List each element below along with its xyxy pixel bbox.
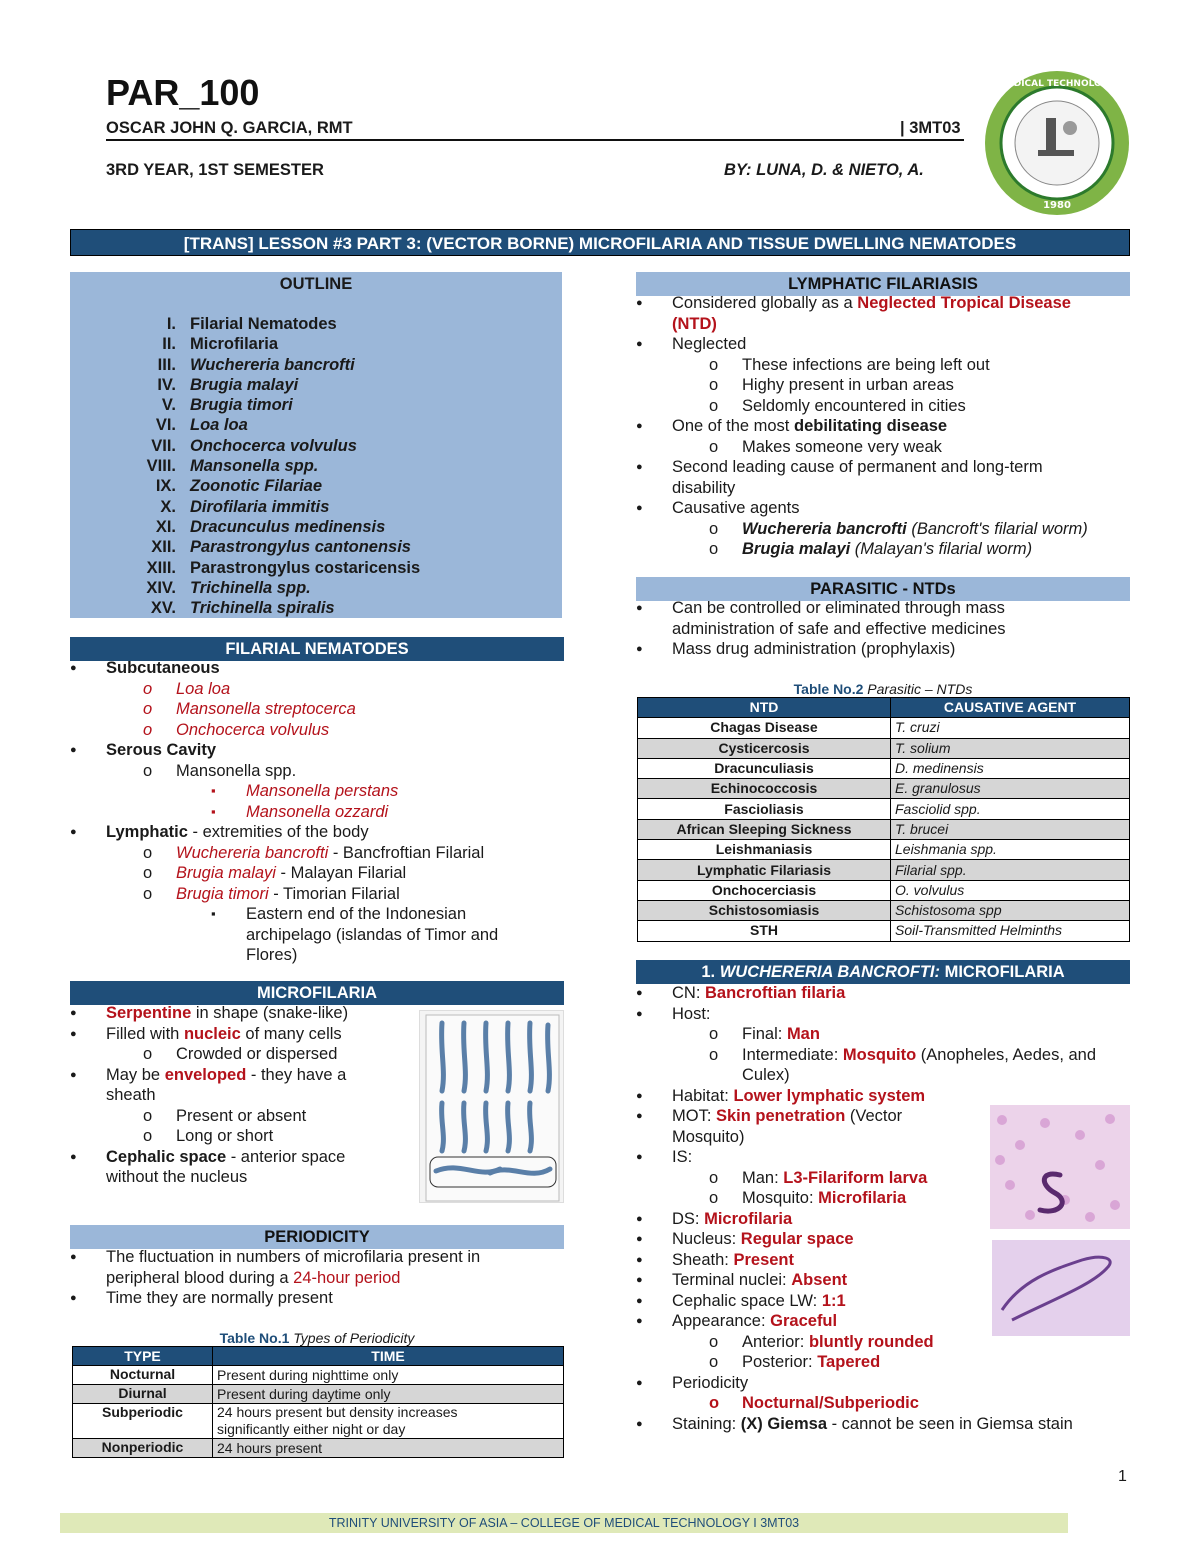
term: Brugia malayi	[742, 540, 851, 558]
table-cell: Diurnal	[73, 1385, 213, 1404]
list-item: ● Host:	[636, 1004, 1130, 1025]
outline-item	[70, 375, 562, 395]
list-item: o Crowded or dispersed	[70, 1044, 400, 1065]
desc: (Vector	[845, 1107, 903, 1125]
table-cell: T. solium	[891, 738, 1130, 758]
desc: Considered globally as a	[672, 294, 858, 312]
table-row	[638, 860, 1130, 880]
list-item: o Mansonella streptocerca	[70, 699, 564, 720]
list-item: o Highy present in urban areas	[636, 375, 1130, 396]
desc: MOT:	[672, 1107, 716, 1125]
term: debilitating disease	[793, 417, 948, 435]
table-cell: Leishmania spp.	[891, 840, 1130, 860]
microfilaria-list	[70, 1003, 400, 1188]
desc: - Malayan Filarial	[275, 864, 407, 882]
table-cell: Chagas Disease	[638, 718, 891, 738]
table-cell: Schistosomiasis	[638, 900, 891, 920]
desc: Mosquito)	[672, 1127, 745, 1146]
desc: Second leading cause of permanent and long-term	[672, 458, 1043, 476]
outline-number: XII.	[151, 538, 176, 557]
list-item	[636, 416, 1130, 437]
table-row	[638, 921, 1130, 941]
desc: Nucleus:	[672, 1230, 741, 1248]
desc: - they have a	[246, 1065, 347, 1084]
outline-number: XV.	[150, 599, 176, 618]
list-item	[70, 1147, 400, 1188]
outline-number: I.	[166, 315, 176, 333]
term: Lower lymphatic system	[733, 1086, 926, 1105]
table-row	[638, 819, 1130, 839]
term: Brugia malayi	[176, 864, 276, 882]
desc: disability	[672, 478, 736, 497]
table-row	[73, 1404, 564, 1439]
note-line: archipelago (islandas of Timor and	[246, 925, 499, 944]
desc: Staining:	[672, 1414, 741, 1433]
outline-item	[70, 517, 562, 537]
table-cell: African Sleeping Sickness	[638, 819, 891, 839]
table-row	[73, 1366, 564, 1385]
outline-text: Microfilaria	[190, 335, 279, 354]
desc: Anterior:	[742, 1332, 809, 1351]
desc: Mosquito:	[742, 1189, 819, 1207]
outline-text: Mansonella spp.	[190, 457, 319, 476]
list-item: o Mansonella spp.	[70, 761, 564, 782]
table-cell: Fascioliasis	[638, 799, 891, 819]
list-item: o Present or absent	[70, 1106, 400, 1127]
outline-list	[70, 314, 562, 618]
table-cell: Schistosoma spp	[891, 900, 1130, 920]
header-part: WUCHERERIA BANCROFTI:	[719, 963, 940, 981]
outline-number: XIV.	[146, 578, 176, 597]
column-header: CAUSATIVE AGENT	[891, 698, 1130, 718]
desc: Final:	[742, 1025, 787, 1043]
outline-text: Parastrongylus costaricensis	[190, 558, 421, 577]
course-title: PAR_100	[106, 72, 260, 113]
list-item	[70, 1024, 400, 1045]
list-item	[70, 843, 564, 864]
desc: Terminal nuclei:	[672, 1271, 792, 1289]
outline-item	[70, 578, 562, 598]
term: Microfilaria	[704, 1209, 793, 1228]
outline-number: VII.	[151, 436, 176, 455]
list-item	[636, 293, 1130, 334]
outline-item	[70, 436, 562, 456]
microfilaria-section-header: MICROFILARIA	[70, 981, 564, 1005]
table-cell: Leishmaniasis	[638, 840, 891, 860]
desc: without the nucleus	[106, 1168, 248, 1186]
table-row	[638, 880, 1130, 900]
svg-text:MEDICAL TECHNOLOGY: MEDICAL TECHNOLOGY	[998, 79, 1116, 89]
table-caption-text: Parasitic – NTDs	[863, 681, 973, 697]
table-cell: Nonperiodic	[73, 1439, 213, 1458]
cell-line: 24 hours present but density increases	[217, 1404, 458, 1420]
filarial-section-header: FILARIAL NEMATODES	[70, 637, 564, 661]
section-code: | 3MT03	[900, 119, 961, 137]
term: Skin penetration	[716, 1107, 846, 1125]
desc: Filled with	[106, 1024, 184, 1043]
desc: May be	[106, 1065, 165, 1084]
term: Man	[786, 1025, 820, 1043]
list-item: o Loa loa	[70, 679, 564, 700]
ntd-table	[637, 697, 1130, 942]
term: Graceful	[770, 1312, 838, 1330]
college-seal-logo	[984, 70, 1130, 216]
outline-item	[70, 314, 562, 334]
table-caption-text: Types of Periodicity	[289, 1330, 415, 1346]
list-item: ● Periodicity	[636, 1373, 1130, 1394]
desc: Habitat:	[672, 1086, 734, 1105]
table-cell: Onchocerciasis	[638, 880, 891, 900]
outline-item	[70, 598, 562, 618]
desc: (Bancroft's filarial worm)	[906, 519, 1088, 538]
desc: CN:	[672, 984, 705, 1002]
lymphatic-filariasis-header: LYMPHATIC FILARIASIS	[636, 272, 1130, 296]
table-row	[638, 900, 1130, 920]
outline-item	[70, 395, 562, 415]
column-header: TIME	[213, 1347, 564, 1366]
term: nucleic	[183, 1024, 241, 1043]
outline-text: Brugia timori	[190, 396, 293, 415]
list-item	[70, 1003, 400, 1024]
list-item	[70, 1247, 564, 1288]
table-row	[73, 1439, 564, 1458]
table-cell: Cysticercosis	[638, 738, 891, 758]
note-line: Flores)	[246, 946, 298, 964]
outline-text: Filarial Nematodes	[190, 315, 337, 333]
desc: (Anopheles, Aedes, and	[916, 1045, 1097, 1064]
outline-text: Parastrongylus cantonensis	[190, 538, 411, 557]
list-item	[636, 1352, 1130, 1373]
table-label: Table No.2	[793, 681, 864, 697]
cell-line: significantly either night or day	[217, 1421, 406, 1437]
outline-number: V.	[161, 396, 176, 415]
table-row	[638, 738, 1130, 758]
outline-text: Dirofilaria immitis	[190, 497, 330, 516]
parasitic-ntds-header: PARASITIC - NTDs	[636, 577, 1130, 601]
desc: - extremities of the body	[187, 823, 369, 841]
table-row	[638, 799, 1130, 819]
outline-number: X.	[160, 497, 176, 516]
outline-title: OUTLINE	[279, 275, 353, 293]
table-cell: Soil-Transmitted Helminths	[891, 921, 1130, 941]
list-item: o Onchocerca volvulus	[70, 720, 564, 741]
authors: BY: LUNA, D. & NIETO, A.	[724, 161, 924, 179]
table-cell: Subperiodic	[73, 1404, 213, 1439]
table-cell: T. brucei	[891, 819, 1130, 839]
term: bluntly rounded	[808, 1332, 934, 1351]
desc: Culex)	[742, 1066, 790, 1084]
header-part: MICROFILARIA	[940, 963, 1065, 981]
list-item	[636, 1024, 1130, 1045]
svg-text:1980: 1980	[1043, 200, 1071, 211]
outline-item	[70, 558, 562, 578]
table-row	[638, 718, 1130, 738]
outline-item	[70, 456, 562, 476]
outline-text: Onchocerca volvulus	[190, 436, 357, 455]
outline-item	[70, 415, 562, 435]
list-item: ● Serous Cavity	[70, 740, 564, 761]
desc: - cannot be seen in Giemsa stain	[827, 1414, 1073, 1433]
desc: Intermediate:	[742, 1045, 843, 1064]
desc: - anterior space	[226, 1147, 346, 1166]
table-row	[638, 758, 1130, 778]
list-item	[70, 1065, 400, 1106]
note-line: Eastern end of the Indonesian	[246, 905, 467, 923]
desc: One of the most	[672, 417, 794, 435]
outline-text: Wuchereria bancrofti	[190, 355, 355, 374]
desc: administration of safe and effective medicines	[672, 619, 1006, 638]
outline-number: IV.	[157, 375, 176, 394]
desc: Posterior:	[742, 1353, 818, 1371]
term: Brugia timori	[176, 884, 269, 903]
outline-item	[70, 537, 562, 557]
table-row	[638, 840, 1130, 860]
periodicity-list	[70, 1247, 564, 1309]
list-item	[70, 884, 564, 905]
table-cell: O. volvulus	[891, 880, 1130, 900]
term: Tapered	[817, 1353, 881, 1371]
outline-text: Zoonotic Filariae	[190, 477, 323, 496]
table-cell: Nocturnal	[73, 1366, 213, 1385]
table-label: Table No.1	[219, 1330, 290, 1346]
lymphatic-filariasis-list	[636, 293, 1130, 560]
term: Regular space	[740, 1230, 854, 1248]
list-item	[636, 519, 1130, 540]
desc: The fluctuation in numbers of microfilaria present in	[106, 1248, 481, 1266]
desc: Appearance:	[672, 1312, 771, 1330]
list-item	[636, 598, 1130, 639]
term: Wuchereria bancrofti	[742, 519, 907, 538]
list-item: ● Subcutaneous	[70, 658, 564, 679]
microfilaria-illustration-image	[419, 1010, 564, 1203]
wuchereria-section-header	[636, 960, 1130, 984]
list-item	[70, 822, 564, 843]
list-item	[636, 983, 1130, 1004]
parasitic-ntds-list	[636, 598, 1130, 660]
outline-text: Brugia malayi	[190, 375, 299, 394]
column-header: TYPE	[73, 1347, 213, 1366]
list-item: o These infections are being left out	[636, 355, 1130, 376]
list-item	[636, 457, 1130, 498]
desc: Sheath:	[672, 1250, 734, 1269]
desc: Can be controlled or eliminated through mass	[672, 599, 1005, 617]
page-number: 1	[1118, 1468, 1127, 1485]
list-item: ▪ Mansonella perstans	[70, 781, 564, 802]
page-footer: TRINITY UNIVERSITY OF ASIA – COLLEGE OF MEDICAL TECHNOLOGY I 3MT03	[60, 1513, 1068, 1533]
table-cell: Lymphatic Filariasis	[638, 860, 891, 880]
outline-number: VI.	[155, 416, 176, 435]
outline-item	[70, 476, 562, 496]
list-item: ● Neglected	[636, 334, 1130, 355]
desc: in shape (snake-like)	[191, 1004, 349, 1022]
desc: Cephalic space LW:	[672, 1291, 822, 1310]
term: (NTD)	[672, 314, 717, 333]
term: L3-Filariform larva	[783, 1168, 928, 1187]
list-item	[636, 1086, 1130, 1107]
table-cell: Present during daytime only	[213, 1385, 564, 1404]
list-item: o Nocturnal/Subperiodic	[636, 1393, 1130, 1414]
table-cell: Fasciolid spp.	[891, 799, 1130, 819]
list-item: ● Mass drug administration (prophylaxis)	[636, 639, 1130, 660]
list-item	[70, 863, 564, 884]
term: Lymphatic	[106, 823, 188, 841]
lesson-banner: [TRANS] LESSON #3 PART 3: (VECTOR BORNE) MICROFILARIA AND TISSUE DWELLING NEMATODES	[70, 229, 1130, 256]
outline-number: XIII.	[146, 558, 176, 577]
term: 1:1	[821, 1291, 846, 1310]
term: enveloped	[164, 1065, 247, 1084]
desc: - Bancfroftian Filarial	[328, 843, 485, 862]
table-cell: Present during nighttime only	[213, 1366, 564, 1385]
term: Microfilaria	[818, 1189, 907, 1207]
periodicity-table	[72, 1346, 564, 1458]
list-item: o Makes someone very weak	[636, 437, 1130, 458]
outline-number: XI.	[155, 517, 176, 536]
term: Wuchereria bancrofti	[176, 843, 329, 862]
table-cell: 24 hours present	[213, 1439, 564, 1458]
list-item	[70, 904, 564, 966]
table-cell: T. cruzi	[891, 718, 1130, 738]
table-cell: D. medinensis	[891, 758, 1130, 778]
outline-text: Loa loa	[190, 416, 248, 435]
desc: DS:	[672, 1209, 705, 1228]
table-cell: Dracunculiasis	[638, 758, 891, 778]
table-cell	[213, 1404, 564, 1439]
table-row	[73, 1385, 564, 1404]
list-item: ● Causative agents	[636, 498, 1130, 519]
term: (X) Giemsa	[740, 1414, 827, 1433]
term: Absent	[791, 1271, 848, 1289]
outline-text: Dracunculus medinensis	[190, 517, 386, 536]
list-item: ▪ Mansonella ozzardi	[70, 802, 564, 823]
outline-item	[70, 355, 562, 375]
table-cell: Filarial spp.	[891, 860, 1130, 880]
outline-box	[70, 272, 562, 618]
outline-text: Trichinella spiralis	[190, 599, 335, 618]
table-cell: STH	[638, 921, 891, 941]
instructor-name: OSCAR JOHN Q. GARCIA, RMT	[106, 119, 353, 137]
year-semester: 3RD YEAR, 1ST SEMESTER	[106, 161, 324, 179]
table-cell: E. granulosus	[891, 779, 1130, 799]
periodicity-section-header: PERIODICITY	[70, 1225, 564, 1249]
desc: (Malayan's filarial worm)	[850, 540, 1033, 558]
desc: Man:	[742, 1168, 784, 1187]
desc: of many cells	[240, 1024, 342, 1043]
outline-item	[70, 497, 562, 517]
header-part: 1.	[701, 963, 720, 981]
term: Neglected Tropical Disease	[857, 294, 1071, 312]
list-item: o Seldomly encountered in cities	[636, 396, 1130, 417]
term: Serpentine	[106, 1004, 192, 1022]
outline-number: II.	[162, 335, 176, 354]
desc: peripheral blood during a	[106, 1268, 294, 1287]
list-item: ● IS:	[636, 1147, 1130, 1168]
term: Mosquito	[842, 1045, 917, 1064]
microfilaria-micrograph-image	[990, 1105, 1130, 1229]
column-header: NTD	[638, 698, 891, 718]
list-item	[636, 539, 1130, 560]
list-item	[636, 1045, 1130, 1086]
desc: sheath	[106, 1086, 156, 1104]
outline-number: IX.	[155, 477, 176, 496]
outline-text: Trichinella spp.	[190, 578, 311, 597]
filarial-list	[70, 658, 564, 966]
header-rule	[106, 139, 964, 141]
list-item	[636, 1414, 1130, 1435]
desc: - Timorian Filarial	[268, 884, 400, 903]
term: 24-hour period	[293, 1268, 401, 1287]
term: Cephalic space	[106, 1147, 227, 1166]
microfilaria-stained-image	[992, 1240, 1130, 1336]
list-item: o Long or short	[70, 1126, 400, 1147]
table-row	[638, 779, 1130, 799]
outline-item	[70, 334, 562, 354]
outline-number: VIII.	[146, 457, 176, 476]
term: Present	[733, 1250, 794, 1269]
table-cell: Echinococcosis	[638, 779, 891, 799]
term: Bancroftian filaria	[705, 984, 846, 1002]
list-item: ● Time they are normally present	[70, 1288, 564, 1309]
outline-number: III.	[157, 355, 176, 374]
